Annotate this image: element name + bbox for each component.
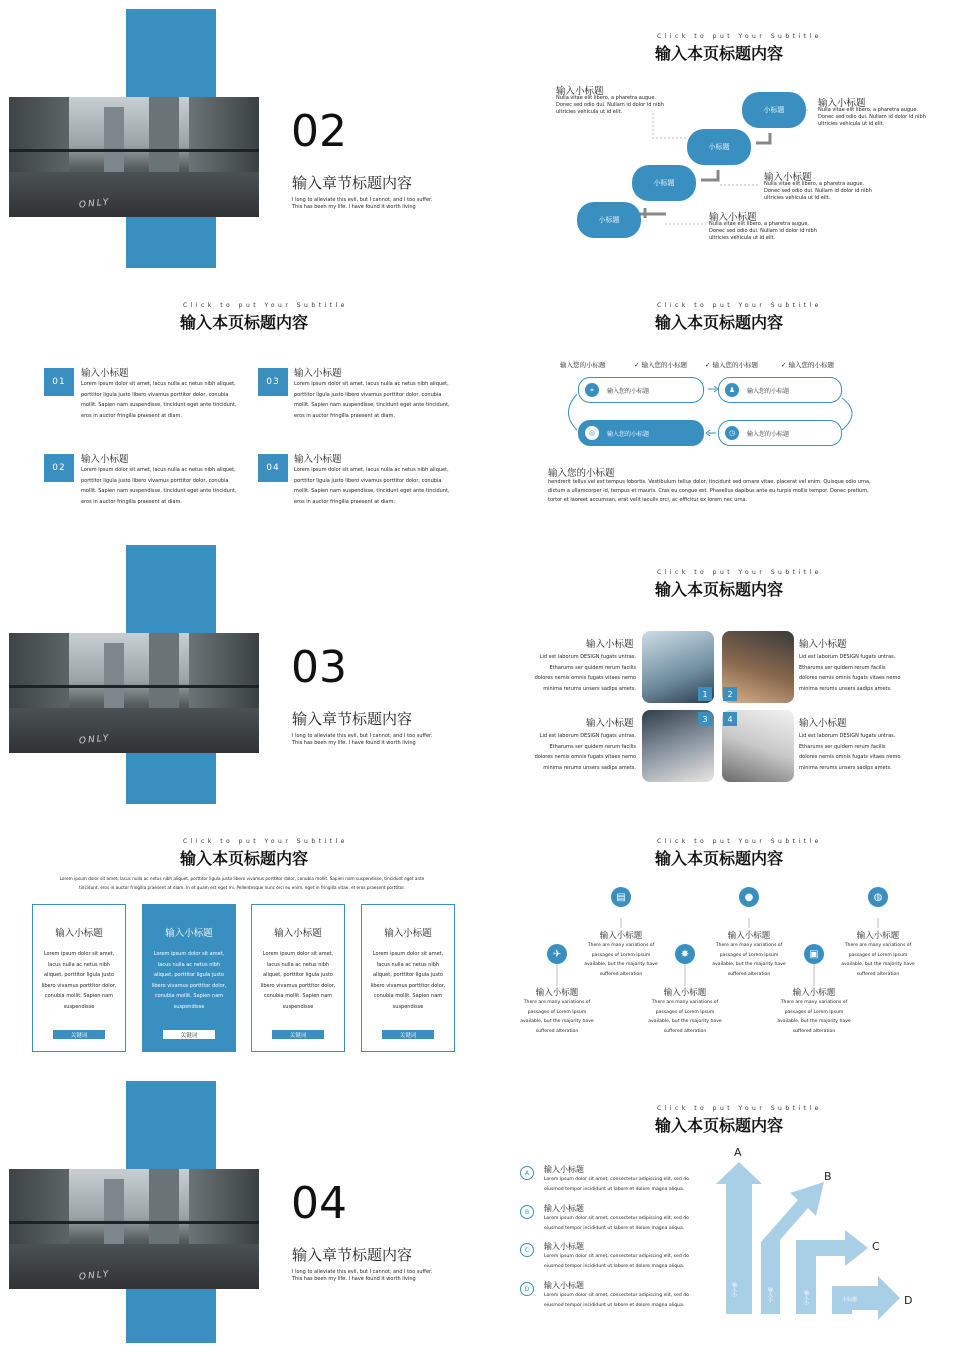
- check-label-4: ✓ 输入您的小标题: [781, 361, 835, 369]
- keyword-button[interactable]: 关键词: [53, 1030, 105, 1039]
- page-subtitle: Click to put Your Subtitle: [183, 838, 348, 845]
- slide-cards: [0, 804, 480, 1072]
- arrow-letter-b: B: [824, 1170, 832, 1183]
- num-box-02: 02: [44, 454, 74, 482]
- item-heading: 输入小标题: [294, 368, 342, 379]
- city-photo: ONLY: [9, 1169, 259, 1289]
- slide-cycle: [480, 268, 960, 536]
- slide-section-04: [0, 1072, 480, 1352]
- slide-arrows: [480, 1072, 960, 1352]
- page-subtitle: Click to put Your Subtitle: [657, 569, 822, 576]
- page-subtitle: Click to put Your Subtitle: [657, 1105, 822, 1112]
- page-title: 输入本页标题内容: [655, 313, 784, 332]
- arrow-item-heading: 输入小标题: [544, 1242, 584, 1251]
- person-icon: ●: [739, 887, 759, 907]
- check-icon: ✓: [634, 361, 642, 369]
- icon-item-4: 输入小标题 There are many variations of passages of Lorem Ipsum available, but the majority have suffered alteration: [520, 988, 594, 1034]
- arrow-item-text: Lorem ipsum dolor sit amet, consectetur adipiscing elit, sed do eiusmod tempor incididunt ut labore et dolore magna aliqua.: [544, 1177, 689, 1192]
- growth-arrows: [480, 1072, 960, 1352]
- cards-intro: Lorem ipsum dolor sit amet, lacus nulla ac netus nibh aliquet, porttitor ligula justo libero vivamus porttitor dolor, conubia mollit. Sapien nam suspendisse, tincidunt eget ante tincidunt, eros in auctor fringilla praesent at diam. In et quam est eget mi. Pellentesque nunc orci eu enim, eget in fringilla vitae, et eros praesent porttitor.: [59, 876, 425, 890]
- cycle-pill-3: ◎ 输入您的小标题: [578, 420, 704, 446]
- check-label-1: 输入您的小标题: [560, 361, 606, 369]
- item-text: Lorem ipsum dolor sit amet, lacus nulla ac netus nibh aliquet, porttitor ligula justo libero vivamus porttitor dolor, conubia mollit. Sapien nam suspendisse, tincidunt eget ante tincidunt, eros in auctor fringilla praesent at diam.: [294, 467, 450, 505]
- photo-heading-4: 输入小标题: [799, 718, 847, 729]
- letter-badge-a: A: [520, 1166, 534, 1180]
- slide-section-02: [0, 0, 480, 268]
- slide-section-03: [0, 536, 480, 804]
- icon-item-1: 输入小标题 There are many variations of passages of Lorem Ipsum available, but the majority have suffered alteration: [584, 931, 658, 977]
- page-subtitle: Click to put Your Subtitle: [657, 302, 822, 309]
- photo-text-4: Lid est laborum DESIGN fugats untras. Etharums ser quidem rerum facilis dolores nemis omnis fugats vitaes nemo minima rerums unsers sadips amets.: [799, 733, 901, 771]
- photo-text-3: Lid est laborum DESIGN fugats untras. Etharums ser quidem rerum facilis dolores nemis omnis fugats vitaes nemo minima rerums unsers sadips amets.: [534, 733, 636, 771]
- section-title: 输入章节标题内容: [292, 174, 413, 192]
- stairs-pill-3: 小标题: [687, 129, 751, 165]
- num-box-01: 01: [44, 368, 74, 396]
- item-heading: 输入小标题: [294, 454, 342, 465]
- section-body: I long to alleviate this evil, but I cannot, and I too suffer. This has been my life. I have found it worth living: [292, 197, 433, 210]
- stairs-text-1: Nulla vitae elit libero, a pharetra augue. Donec sed odio dui. Nullam id dolor id nibh ultricies vehicula ut id elit.: [556, 95, 664, 115]
- photo-heading-2: 输入小标题: [799, 639, 847, 650]
- stairs-text-2: Nulla vitae elit libero, a pharetra augue. Donec sed odio dui. Nullam id dolor id nibh ultricies vehicula ut id elit.: [818, 107, 926, 127]
- photo-number-4: 4: [723, 712, 737, 726]
- section-title: 输入章节标题内容: [292, 1246, 413, 1264]
- keyword-button[interactable]: 关键词: [163, 1030, 215, 1039]
- page-subtitle: Click to put Your Subtitle: [657, 838, 822, 845]
- photo-number-2: 2: [723, 687, 737, 701]
- arrow-label-d: 小标题: [842, 1297, 858, 1303]
- cycle-heading: 输入您的小标题: [548, 468, 615, 479]
- photo-heading-1: 输入小标题: [586, 639, 634, 650]
- card-text: Lorem ipsum dolor sit amet, lacus nulla ac netus nibh aliquet, porttitor ligula justo libero vivamus porttitor dolor, conubia mollit. Sapien nam suspendisse: [151, 951, 227, 1010]
- item-text: Lorem ipsum dolor sit amet, lacus nulla ac netus nibh aliquet, porttitor ligula justo libero vivamus porttitor dolor, conubia mollit. Sapien nam suspendisse, tincidunt eget ante tincidunt, eros in auctor fringilla praesent at diam.: [81, 467, 237, 505]
- slide-numbered: [0, 268, 480, 536]
- card-3: [251, 904, 345, 1052]
- city-photo: ONLY: [9, 97, 259, 217]
- card-4: [361, 904, 455, 1052]
- city-photo: ONLY: [9, 633, 259, 753]
- section-number: 03: [291, 642, 347, 693]
- page-title: 输入本页标题内容: [655, 44, 784, 63]
- star-icon: ✸: [675, 944, 695, 964]
- stairs-pill-1: 小标题: [577, 202, 641, 238]
- num-box-03: 03: [258, 368, 288, 396]
- photo-number-3: 3: [698, 712, 712, 726]
- item-heading: 输入小标题: [81, 368, 129, 379]
- cycle-pill-4: ◷ 输入您的小标题: [718, 420, 842, 446]
- arrow-item-heading: 输入小标题: [544, 1281, 584, 1290]
- stairs-text-3: Nulla vitae elit libero, a pharetra augue. Donec sed odio dui. Nullam id dolor id nibh ultricies vehicula ut id elit.: [764, 181, 872, 201]
- arrow-item-text: Lorem ipsum dolor sit amet, consectetur adipiscing elit, sed do eiusmod tempor incididunt ut labore et dolore magna aliqua.: [544, 1254, 689, 1269]
- section-title: 输入章节标题内容: [292, 710, 413, 728]
- slide-photos: [480, 536, 960, 804]
- page-title: 输入本页标题内容: [180, 313, 309, 332]
- check-label-3: ✓ 输入您的小标题: [705, 361, 759, 369]
- check-label-2: ✓ 输入您的小标题: [634, 361, 688, 369]
- section-body: I long to alleviate this evil, but I cannot, and I too suffer. This has been my life. I have found it worth living: [292, 733, 433, 746]
- card-text: Lorem ipsum dolor sit amet, lacus nulla ac netus nibh aliquet, porttitor ligula justo libero vivamus porttitor dolor, conubia mollit. Sapien nam suspendisse: [370, 951, 446, 1010]
- card-heading: 输入小标题: [274, 928, 322, 939]
- letter-badge-c: C: [520, 1243, 534, 1257]
- stairs-heading-1: 输入小标题: [556, 86, 604, 97]
- stairs-heading-2: 输入小标题: [818, 98, 866, 109]
- arrow-letter-c: C: [872, 1240, 880, 1253]
- keyword-button[interactable]: 关键词: [272, 1030, 324, 1039]
- letter-badge-d: D: [520, 1282, 534, 1296]
- arrow-letter-d: D: [904, 1294, 913, 1307]
- page-title: 输入本页标题内容: [655, 580, 784, 599]
- photo-text-2: Lid est laborum DESIGN fugats untras. Etharums ser quidem rerum facilis dolores nemis omnis fugats vitaes nemo minima rerums unsers sadips amets.: [799, 654, 901, 692]
- item-text: Lorem ipsum dolor sit amet, lacus nulla ac netus nibh aliquet, porttitor ligula justo libero vivamus porttitor dolor, conubia mollit. Sapien nam suspendisse, tincidunt eget ante tincidunt, eros in auctor fringilla praesent at diam.: [81, 381, 237, 419]
- cycle-pill-1: ⌖ 输入您的小标题: [578, 377, 704, 403]
- target-icon: ◎: [585, 426, 599, 440]
- arrow-label-b: 输入小: [767, 1287, 773, 1302]
- location-icon: ⌖: [585, 383, 599, 397]
- stairs-heading-4: 输入小标题: [709, 212, 757, 223]
- item-text: Lorem ipsum dolor sit amet, lacus nulla ac netus nibh aliquet, porttitor ligula justo libero vivamus porttitor dolor, conubia mollit. Sapien nam suspendisse, tincidunt eget ante tincidunt, eros in auctor fringilla praesent at diam.: [294, 381, 450, 419]
- document-icon: ▤: [611, 887, 631, 907]
- cycle-pill-2: ♟ 输入您的小标题: [718, 377, 842, 403]
- slide-icons: [480, 804, 960, 1072]
- slide-stairs: [480, 0, 960, 268]
- icon-item-3: 输入小标题 There are many variations of passages of Lorem Ipsum available, but the majority have suffered alteration: [841, 931, 915, 977]
- letter-badge-b: B: [520, 1205, 534, 1219]
- card-text: Lorem ipsum dolor sit amet, lacus nulla ac netus nibh aliquet, porttitor ligula justo libero vivamus porttitor dolor, conubia mollit. Sapien nam suspendisse: [260, 951, 336, 1010]
- stairs-pill-2: 小标题: [632, 165, 696, 201]
- page-title: 输入本页标题内容: [655, 849, 784, 868]
- arrow-item-text: Lorem ipsum dolor sit amet, consectetur adipiscing elit, sed do eiusmod tempor incididunt ut labore et dolore magna aliqua.: [544, 1293, 689, 1308]
- page-subtitle: Click to put Your Subtitle: [183, 302, 348, 309]
- photo-text-1: Lid est laborum DESIGN fugats untras. Etharums ser quidem rerum facilis dolores nemis omnis fugats vitaes nemo minima rerums unsers sadips amets.: [534, 654, 636, 692]
- airplane-icon: ✈: [547, 944, 567, 964]
- section-number: 04: [291, 1178, 347, 1229]
- card-heading: 输入小标题: [384, 928, 432, 939]
- arrow-item-heading: 输入小标题: [544, 1204, 584, 1213]
- arrow-letter-a: A: [734, 1146, 742, 1159]
- icon-item-6: 输入小标题 There are many variations of passages of Lorem Ipsum available, but the majority have suffered alteration: [777, 988, 851, 1034]
- stairs-pill-4: 小标题: [742, 92, 806, 128]
- icon-item-5: 输入小标题 There are many variations of passages of Lorem Ipsum available, but the majority have suffered alteration: [648, 988, 722, 1034]
- photo-number-1: 1: [698, 687, 712, 701]
- section-body: I long to alleviate this evil, but I cannot, and I too suffer. This has been my life. I have found it worth living: [292, 1269, 433, 1282]
- section-number: 02: [291, 106, 347, 157]
- photo-heading-3: 输入小标题: [586, 718, 634, 729]
- stairs-heading-3: 输入小标题: [764, 172, 812, 183]
- arrow-label-c: 输入小: [803, 1290, 809, 1305]
- page-subtitle: Click to put Your Subtitle: [657, 33, 822, 40]
- card-2: [142, 904, 236, 1052]
- icon-item-2: 输入小标题 There are many variations of passages of Lorem Ipsum available, but the majority have suffered alteration: [712, 931, 786, 977]
- card-text: Lorem ipsum dolor sit amet, lacus nulla ac netus nibh aliquet, porttitor ligula justo libero vivamus porttitor dolor, conubia mollit. Sapien nam suspendisse: [41, 951, 117, 1010]
- keyword-button[interactable]: 关键词: [382, 1030, 434, 1039]
- check-icon: ✓: [705, 361, 713, 369]
- item-heading: 输入小标题: [81, 454, 129, 465]
- clock-icon: ◷: [725, 426, 739, 440]
- page-title: 输入本页标题内容: [180, 849, 309, 868]
- briefcase-icon: ▣: [804, 944, 824, 964]
- page-title: 输入本页标题内容: [655, 1116, 784, 1135]
- check-icon: ✓: [781, 361, 789, 369]
- cycle-text: hendrerit tellus vel est tempus lobortis. Vestibulum tellus dolor, tincidunt sed ornare vitae, placerat vel enim. Quisque odio urna, dictum a ullamcorper id, tempus et mauris. Cras eu congue est. Phasellus dapibus ante eu turpis mollis tempor. Donec pretium, tortor et laoreet accumsan, erat velit iaculis orci, ac efficitur ex lorem nec urna.: [548, 479, 871, 503]
- card-1: [32, 904, 126, 1052]
- card-heading: 输入小标题: [55, 928, 103, 939]
- globe-icon: ◍: [868, 887, 888, 907]
- arrow-label-a: 输入小: [731, 1282, 737, 1297]
- card-heading: 输入小标题: [165, 928, 213, 939]
- num-box-04: 04: [258, 454, 288, 482]
- arrow-item-heading: 输入小标题: [544, 1165, 584, 1174]
- chess-icon: ♟: [725, 383, 739, 397]
- stairs-text-4: Nulla vitae elit libero, a pharetra augue. Donec sed odio dui. Nullam id dolor id nibh ultricies vehicula ut id elit.: [709, 221, 817, 241]
- arrow-item-text: Lorem ipsum dolor sit amet, consectetur adipiscing elit, sed do eiusmod tempor incididunt ut labore et dolore magna aliqua.: [544, 1216, 689, 1231]
